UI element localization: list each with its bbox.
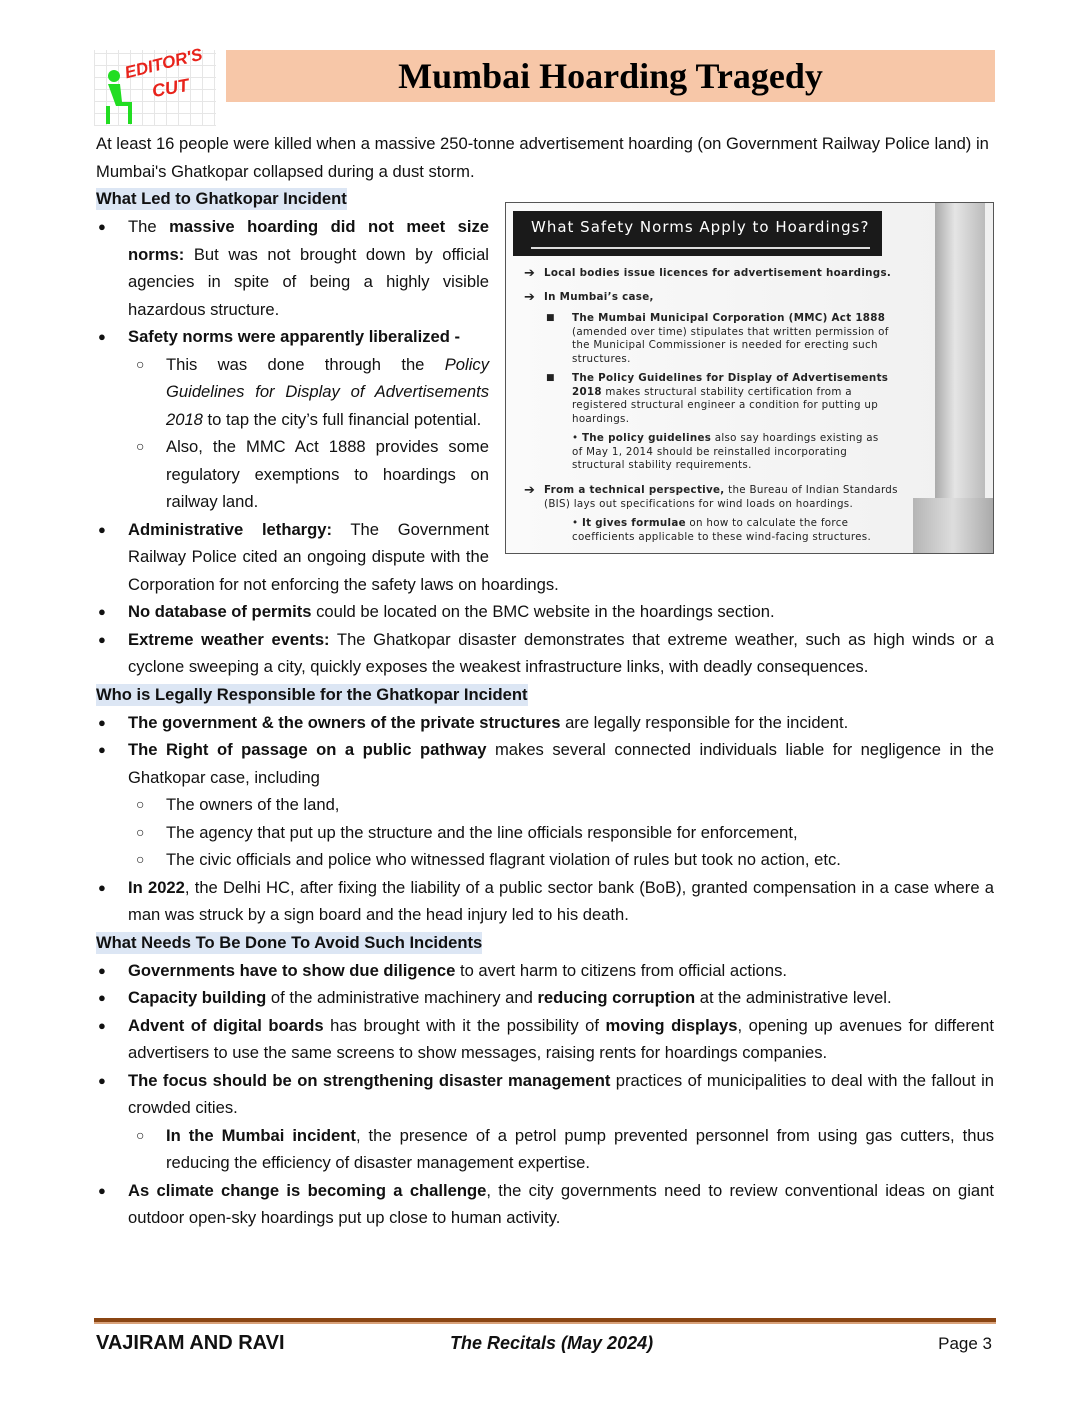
arrow-right-icon: ➔ bbox=[524, 266, 536, 281]
text-run: The Government Railway Police cited an ongoing dispute with the Corporation for not enforcing the safety laws on hoardings. bbox=[128, 519, 559, 594]
text-run: In 2022 bbox=[128, 877, 185, 897]
text-run: at the administrative level. bbox=[695, 988, 892, 1007]
sub-bullet-item bbox=[96, 1122, 994, 1177]
bullet-item bbox=[96, 1177, 994, 1232]
section-heading: What Needs To Be Done To Avoid Such Incidents bbox=[96, 932, 483, 952]
sub-bullet-item bbox=[96, 791, 994, 819]
text-run: has brought with it the possibility of bbox=[323, 1015, 606, 1035]
infographic-subsubpoint: • It gives formulae on how to calculate the force coefficients applicable to these wind-facing structures. bbox=[572, 517, 872, 543]
bullet-item bbox=[96, 984, 994, 1012]
text-run: are legally responsible for the incident. bbox=[560, 712, 849, 732]
intro-paragraph: At least 16 people were killed when a massive 250-tonne advertisement hoarding (on Government Railway Police land) in Mumbai's Ghatkopar collapsed during a dust storm. bbox=[96, 134, 989, 181]
text-run: Governments have to show due diligence bbox=[128, 960, 456, 980]
bullet-icon: ● bbox=[98, 1182, 106, 1198]
infographic-subpoint: The Policy Guidelines for Display of Advertisements 2018 makes structural stability certification from a registered structural engineer a condition for putting up hoardings. bbox=[572, 372, 889, 425]
infographic-point: In Mumbai’s case, bbox=[544, 291, 654, 303]
bullet-icon: ● bbox=[98, 329, 106, 344]
bullet-icon: ● bbox=[98, 521, 106, 537]
bullet-icon: ● bbox=[98, 714, 106, 730]
hollow-bullet-icon: ○ bbox=[136, 1126, 145, 1143]
text-run: makes several connected individuals liable for negligence in the Ghatkopar case, including bbox=[128, 740, 994, 787]
section-heading: Who is Legally Responsible for the Ghatkopar Incident bbox=[96, 684, 528, 704]
infographic-point: From a technical perspective, the Bureau of Indian Standards (BIS) lays out specifications for wind loads on hoardings. bbox=[544, 484, 898, 510]
logo-line2: CUT bbox=[150, 74, 191, 102]
text-run: Also, the MMC Act 1888 provides some regulatory exemptions to hoardings on railway land. bbox=[166, 437, 489, 511]
text-run: The government & the owners of the private structures bbox=[128, 712, 561, 732]
text-run: Administrative lethargy: bbox=[128, 519, 333, 539]
bullet-icon: ● bbox=[98, 1072, 106, 1088]
text-run: to avert harm to citizens from official actions. bbox=[455, 960, 788, 980]
text-run: As climate change is becoming a challenge bbox=[128, 1180, 487, 1200]
page-title: Mumbai Hoarding Tragedy bbox=[398, 56, 823, 96]
arrow-right-icon: ➔ bbox=[524, 483, 536, 498]
bullet-item bbox=[96, 626, 994, 681]
square-bullet-icon: ■ bbox=[546, 373, 555, 383]
square-bullet-icon: ■ bbox=[546, 313, 555, 323]
infographic-subpoint: The Mumbai Municipal Corporation (MMC) Act 1888 (amended over time) stipulates that written permission of the Municipal Commissioner is needed for erecting such structures. bbox=[572, 312, 889, 365]
hollow-bullet-icon: ○ bbox=[136, 823, 145, 840]
infographic-heading: What Safety Norms Apply to Hoardings? bbox=[513, 211, 882, 256]
text-run: , the city governments need to review conventional ideas on giant outdoor open-sky hoardings put up close to human activity. bbox=[128, 1180, 994, 1227]
text-run: Advent of digital boards bbox=[128, 1015, 324, 1035]
text-run: But was not brought down by official agencies in spite of being a highly visible hazardous structure. bbox=[128, 244, 489, 319]
bullet-icon: ● bbox=[98, 219, 106, 234]
text-run: Capacity building bbox=[128, 988, 267, 1007]
article-body bbox=[96, 130, 994, 1232]
bullet-item bbox=[96, 213, 994, 323]
text-run: The focus should be on strengthening disaster management bbox=[128, 1070, 611, 1090]
bullet-icon: ● bbox=[98, 879, 106, 895]
section-heading: What Led to Ghatkopar Incident bbox=[96, 189, 347, 208]
bullet-item bbox=[96, 874, 994, 929]
bullet-icon: ● bbox=[98, 962, 106, 978]
sub-bullet-item bbox=[96, 433, 994, 516]
sub-bullet-item bbox=[96, 351, 994, 434]
hollow-bullet-icon: ○ bbox=[136, 438, 145, 454]
bullet-item bbox=[96, 598, 994, 626]
text-run: No database of permits bbox=[128, 602, 312, 621]
text-run: The civic officials and police who witnessed flagrant violation of rules but took no action, etc. bbox=[166, 850, 841, 869]
bullet-icon: ● bbox=[98, 1017, 106, 1033]
text-run: , the presence of a petrol pump prevented personnel from using gas cutters, thus reducing the efficiency of disaster management expertise. bbox=[166, 1125, 994, 1172]
text-run: to tap the city’s full financial potential. bbox=[202, 409, 482, 429]
title-banner bbox=[226, 50, 995, 102]
text-run: The Right of passage on a public pathway bbox=[128, 740, 487, 759]
editors-cut-logo bbox=[94, 44, 216, 126]
bullet-item bbox=[96, 957, 994, 985]
text-run: moving displays bbox=[605, 1015, 738, 1035]
text-run: Safety norms were apparently liberalized - bbox=[128, 327, 460, 346]
bullet-item bbox=[96, 1067, 994, 1122]
bullet-item bbox=[96, 709, 994, 737]
hollow-bullet-icon: ○ bbox=[136, 851, 145, 867]
bullet-item bbox=[96, 736, 994, 791]
text-run: The Ghatkopar disaster demonstrates that extreme weather, such as high winds or a cyclone sweeping a city, quickly exposes the weakest infrastructure links, with deadly consequences. bbox=[128, 629, 994, 676]
footer-publication: The Recitals (May 2024) bbox=[450, 1333, 654, 1353]
bullet-icon: ● bbox=[98, 604, 106, 619]
footer-brand: VAJIRAM AND RAVI bbox=[96, 1332, 285, 1354]
text-run: , opening up avenues for different advertisers to use the same screens to show messages, raising rents for hoardings companies. bbox=[128, 1015, 994, 1062]
text-run: reducing corruption bbox=[537, 988, 696, 1007]
hollow-bullet-icon: ○ bbox=[136, 796, 145, 812]
infographic-subsubpoint: • The policy guidelines also say hoardings existing as of May 1, 2014 should be reinstalled incorporating structural stability requirements. bbox=[572, 432, 879, 471]
bullet-item bbox=[96, 323, 994, 351]
text-run: of the administrative machinery and bbox=[266, 988, 538, 1007]
footer-divider bbox=[94, 1318, 996, 1324]
text-run: Policy Guidelines for Display of Advertisements 2018 bbox=[166, 354, 489, 429]
page-number: Page 3 bbox=[938, 1334, 992, 1353]
text-run: The bbox=[128, 217, 170, 236]
arrow-right-icon: ➔ bbox=[524, 290, 536, 305]
text-run: , the Delhi HC, after fixing the liability of a public sector bank (BoB), granted compensation in a case where a man was struck by a sign board and the head injury led to his death. bbox=[128, 877, 994, 924]
bullet-item bbox=[96, 1012, 994, 1067]
text-run: Extreme weather events: bbox=[128, 629, 330, 649]
text-run: massive hoarding did not meet size norms: bbox=[128, 217, 489, 264]
sub-bullet-item bbox=[96, 819, 994, 847]
text-run: could be located on the BMC website in the hoardings section. bbox=[311, 602, 775, 621]
infographic-point: Local bodies issue licences for advertisement hoardings. bbox=[544, 267, 892, 279]
hollow-bullet-icon: ○ bbox=[136, 355, 145, 372]
text-run: practices of municipalities to deal with the fallout in crowded cities. bbox=[128, 1070, 994, 1117]
sub-bullet-item bbox=[96, 846, 994, 874]
text-run: This was done through the bbox=[166, 354, 445, 374]
text-run: The owners of the land, bbox=[166, 795, 340, 814]
bullet-icon: ● bbox=[98, 742, 106, 757]
bullet-item bbox=[96, 516, 994, 599]
text-run: The agency that put up the structure and the line officials responsible for enforcement, bbox=[166, 822, 798, 842]
bullet-icon: ● bbox=[98, 990, 106, 1005]
text-run: In the Mumbai incident bbox=[166, 1125, 356, 1145]
bullet-icon: ● bbox=[98, 631, 106, 647]
logo-line1: EDITOR'S bbox=[122, 44, 205, 83]
